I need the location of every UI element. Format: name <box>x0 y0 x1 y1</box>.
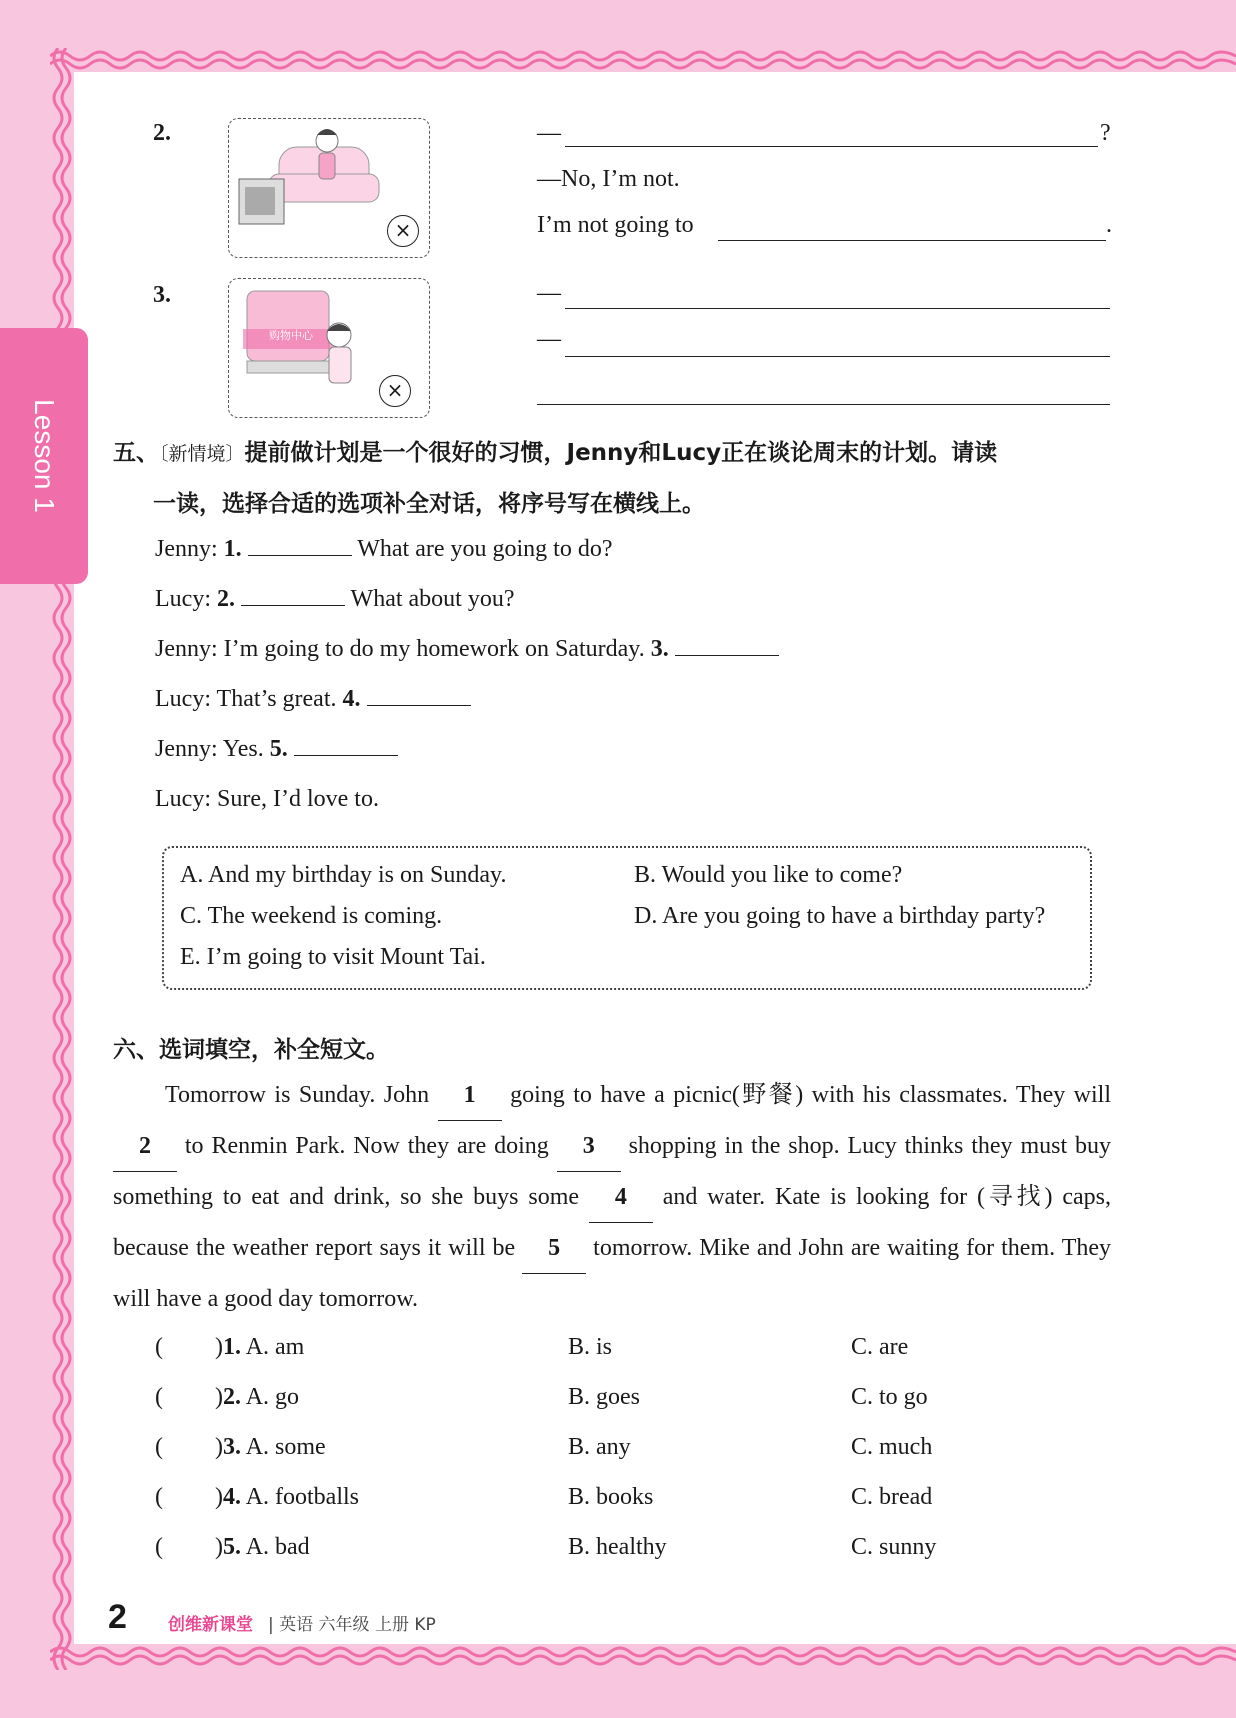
answer-paren-close: ) <box>215 1434 223 1460</box>
cross-mark-icon: × <box>387 215 419 247</box>
cloze-blank-3[interactable]: 3 <box>557 1121 621 1172</box>
choice-3-c: C. much <box>851 1434 933 1460</box>
lesson-tab-label: Lesson 1 <box>29 399 60 513</box>
choice-row-1 <box>155 1334 304 1361</box>
choice-1-b: B. is <box>568 1334 613 1360</box>
passage-text: tomorrow. Mike and John are waiting for them. They will have a good day tomorrow. <box>113 1235 1112 1312</box>
speaker-jenny: Jenny: Yes. <box>155 736 270 762</box>
q3-dash-2: — <box>537 326 561 352</box>
q3-answer-line-1[interactable] <box>565 308 1110 309</box>
wavy-border-bottom <box>50 1640 1236 1670</box>
section5-prefix: 五、 <box>113 440 159 466</box>
choice-5-b: B. healthy <box>568 1534 667 1560</box>
dialog-text: What are you going to do? <box>351 536 613 562</box>
choice-number: 3. <box>223 1434 241 1460</box>
section5-heading <box>113 434 997 467</box>
dialog-line-2 <box>155 586 515 613</box>
option-b: B. Would you like to come? <box>634 862 903 888</box>
cloze-blank-2[interactable]: 2 <box>113 1121 177 1172</box>
dialog-number: 1. <box>223 536 242 562</box>
q3-dash-1: — <box>537 280 561 306</box>
choice-a: A. bad <box>245 1534 310 1560</box>
choice-number: 4. <box>223 1484 241 1510</box>
dialog-number: 4. <box>342 686 361 712</box>
choice-row-2 <box>155 1384 299 1411</box>
option-d: D. Are you going to have a birthday party? <box>634 903 1046 929</box>
answer-paren-open[interactable]: ( <box>155 1384 163 1410</box>
dialog-line-6: Lucy: Sure, I’d love to. <box>155 786 379 812</box>
choice-row-5 <box>155 1534 310 1561</box>
q3-answer-line-2[interactable] <box>565 356 1110 357</box>
q2-picture <box>228 118 430 258</box>
cloze-passage <box>113 1070 1111 1324</box>
q3-number: 3. <box>153 282 171 308</box>
speaker-lucy: Lucy: That’s great. <box>155 686 343 712</box>
cloze-blank-1[interactable]: 1 <box>438 1070 502 1121</box>
choice-3-b: B. any <box>568 1434 631 1460</box>
answer-paren-open[interactable]: ( <box>155 1434 163 1460</box>
answer-paren-close: ) <box>215 1484 223 1510</box>
choice-number: 1. <box>223 1334 241 1360</box>
dialog-line-4 <box>155 686 471 713</box>
q3-answer-line-3[interactable] <box>537 404 1110 405</box>
dialog-number: 3. <box>650 636 669 662</box>
dialog-blank-4[interactable] <box>367 705 471 706</box>
choice-row-4 <box>155 1484 359 1511</box>
passage-text: and water. Kate is looking for (寻找) caps, because the weather report says it will be <box>113 1184 1112 1261</box>
option-a: A. And my birthday is on Sunday. <box>180 862 507 888</box>
dialog-line-1 <box>155 536 613 563</box>
cross-mark-icon: × <box>379 375 411 407</box>
choice-a: A. footballs <box>245 1484 360 1510</box>
answer-paren-open[interactable]: ( <box>155 1334 163 1360</box>
choice-2-b: B. goes <box>568 1384 640 1410</box>
dialog-line-5 <box>155 736 398 763</box>
answer-paren-close: ) <box>215 1334 223 1360</box>
passage-text: Tomorrow is Sunday. John <box>165 1082 430 1108</box>
answer-paren-open[interactable]: ( <box>155 1484 163 1510</box>
cloze-blank-4[interactable]: 4 <box>589 1172 653 1223</box>
option-c: C. The weekend is coming. <box>180 903 443 929</box>
choice-5-c: C. sunny <box>851 1534 937 1560</box>
passage-text: going to have a picnic(野餐) with his classmates. They will <box>510 1082 1112 1108</box>
page-number: 2 <box>108 1598 127 1636</box>
dialog-blank-5[interactable] <box>294 755 398 756</box>
choice-number: 2. <box>223 1384 241 1410</box>
choice-number: 5. <box>223 1534 241 1560</box>
shop-sign: 购物中心 <box>269 329 313 342</box>
q2-line3-prefix: I’m not going to <box>537 212 694 238</box>
q2-number: 2. <box>153 120 171 146</box>
book-info: | 英语 六年级 上册 KP <box>268 1615 436 1635</box>
q3-picture <box>228 278 430 418</box>
option-e: E. I’m going to visit Mount Tai. <box>180 944 486 970</box>
q2-answer-line-1[interactable] <box>565 146 1098 147</box>
dialog-blank-1[interactable] <box>248 555 352 556</box>
dialog-number: 5. <box>269 736 288 762</box>
q2-answer-line-2[interactable] <box>718 240 1106 241</box>
section6-heading: 六、选词填空，补全短文。 <box>113 1037 389 1063</box>
q2-question-mark: ? <box>1100 120 1111 146</box>
choice-a: A. go <box>245 1384 300 1410</box>
answer-paren-close: ) <box>215 1384 223 1410</box>
speaker-jenny: Jenny: I’m going to do my homework on Saturday. <box>155 636 651 662</box>
choice-a: A. some <box>245 1434 326 1460</box>
passage-text: shopping in the shop. Lucy thinks they must buy something to eat and drink, so she buys some <box>113 1133 1112 1210</box>
speaker-jenny: Jenny: <box>155 536 224 562</box>
cloze-blank-5[interactable]: 5 <box>522 1223 586 1274</box>
new-situation-tag: 〔新情境〕 <box>159 443 245 465</box>
brand-name: 创维新课堂 <box>168 1615 253 1635</box>
q2-period: . <box>1106 212 1112 238</box>
choice-2-c: C. to go <box>851 1384 928 1410</box>
dialog-number: 2. <box>216 586 235 612</box>
dialog-blank-3[interactable] <box>675 655 779 656</box>
choice-row-3 <box>155 1434 326 1461</box>
section5-title-line2: 一读，选择合适的选项补全对话，将序号写在横线上。 <box>153 491 705 517</box>
section5-title: 提前做计划是一个很好的习惯，Jenny和Lucy正在谈论周末的计划。请读 <box>244 440 998 466</box>
choice-4-b: B. books <box>568 1484 654 1510</box>
answer-paren-close: ) <box>215 1534 223 1560</box>
choice-4-c: C. bread <box>851 1484 933 1510</box>
choice-a: A. am <box>245 1334 305 1360</box>
choice-1-c: C. are <box>851 1334 909 1360</box>
dialog-text: What about you? <box>344 586 515 612</box>
answer-paren-open[interactable]: ( <box>155 1534 163 1560</box>
passage-text: to Renmin Park. Now they are doing <box>184 1133 549 1159</box>
dialog-line-3 <box>155 636 779 663</box>
dialog-blank-2[interactable] <box>241 605 345 606</box>
speaker-lucy: Lucy: <box>155 586 217 612</box>
q2-dash: — <box>537 120 561 146</box>
q2-reply: —No, I’m not. <box>537 166 680 192</box>
